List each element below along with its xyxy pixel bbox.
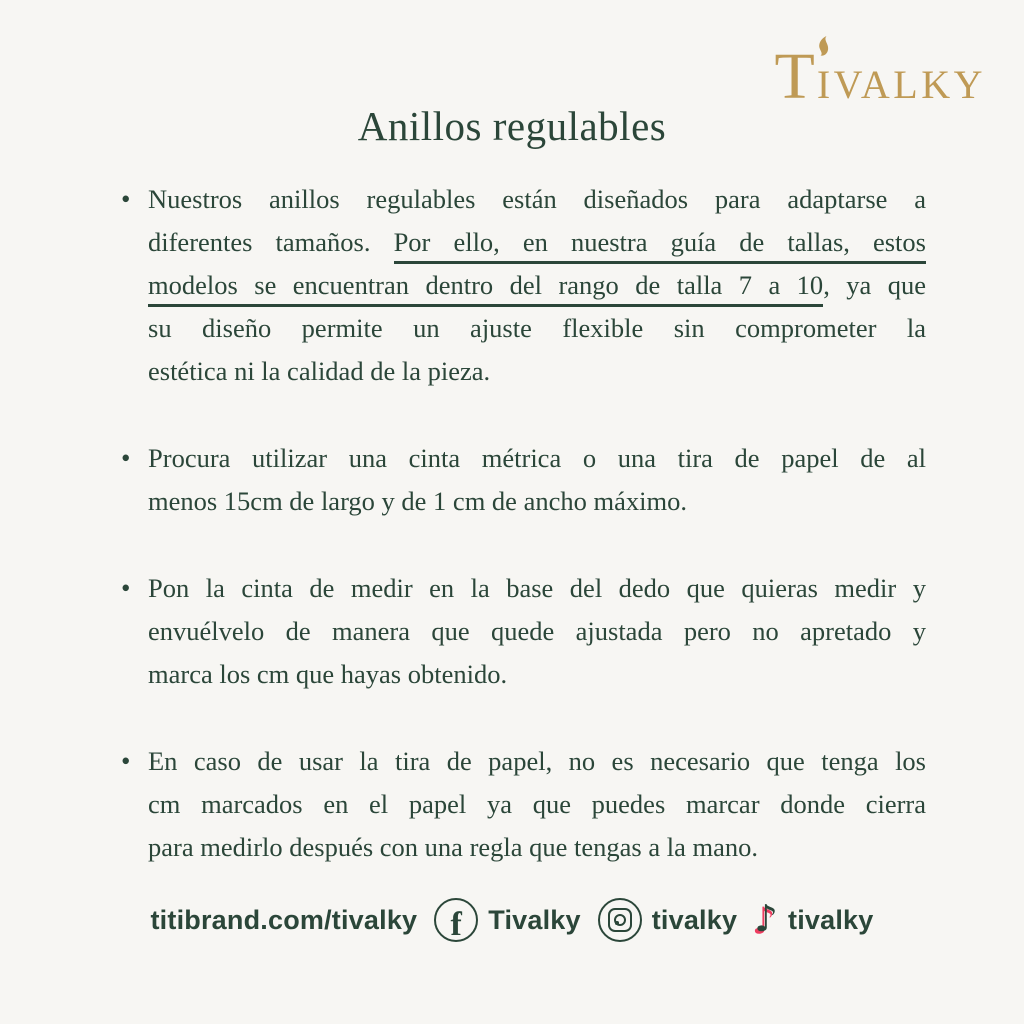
- text-line: [148, 567, 926, 610]
- text-segment: estética ni la calidad de la pieza.: [148, 356, 491, 386]
- brand-logo-letter-t: T: [774, 40, 816, 113]
- text-line: [148, 783, 926, 826]
- text-segment: Nuestros anillos regulables están diseñados para adaptarse a: [148, 184, 926, 214]
- brand-logo-wordmark: [816, 62, 986, 107]
- instagram-icon-frame: [608, 908, 632, 932]
- text-segment: para medirlo después con una regla que tengas a la mano.: [148, 832, 759, 862]
- text-segment: marca los cm que hayas obtenido.: [148, 659, 508, 689]
- underlined-text: modelos se encuentran dentro del rango de talla 7 a 10: [148, 270, 823, 307]
- underlined-text: Por ello, en nuestra guía de tallas, estos: [394, 227, 926, 264]
- text-segment: su diseño permite un ajuste flexible sin comprometer la: [148, 313, 926, 343]
- text-segment: Pon la cinta de medir en la base del dedo que quieras medir y: [148, 573, 926, 603]
- website-link[interactable]: titibrand.com/tivalky: [150, 904, 418, 935]
- instagram-icon: [598, 898, 642, 942]
- tiktok-icon: ♪: [754, 896, 779, 940]
- bullet-list: [118, 178, 926, 913]
- instagram-handle[interactable]: [598, 898, 737, 942]
- text-line: [148, 437, 926, 480]
- footer: [0, 898, 1024, 942]
- text-line: [148, 610, 926, 653]
- text-segment: , ya que: [823, 270, 926, 300]
- text-line: [148, 307, 926, 350]
- list-item: [118, 567, 926, 696]
- text-line: [148, 826, 926, 869]
- brand-logo-rest-text: IVALKY: [816, 62, 986, 107]
- text-line: [148, 740, 926, 783]
- instagram-icon-dot: [615, 921, 619, 925]
- page-title: Anillos regulables: [357, 103, 667, 149]
- facebook-handle-label: Tivalky: [488, 904, 581, 935]
- text-line: [148, 264, 926, 307]
- text-segment: envuélvelo de manera que quede ajustada pero no apretado y: [148, 616, 926, 646]
- facebook-handle[interactable]: [434, 898, 580, 942]
- instagram-handle-label: tivalky: [651, 904, 738, 935]
- tiktok-handle[interactable]: [754, 896, 874, 940]
- text-segment: Procura utilizar una cinta métrica o una tira de papel de al: [148, 443, 926, 473]
- facebook-icon-letter: f: [450, 906, 463, 942]
- text-segment: diferentes tamaños.: [148, 227, 394, 257]
- text-line: [148, 653, 926, 696]
- brand-logo: [774, 40, 986, 113]
- list-item: [118, 740, 926, 869]
- facebook-icon: [434, 898, 478, 942]
- text-line: [148, 350, 926, 393]
- text-line: [148, 221, 926, 264]
- text-line: [148, 178, 926, 221]
- list-item: [118, 437, 926, 523]
- text-segment: menos 15cm de largo y de 1 cm de ancho máximo.: [148, 486, 687, 516]
- text-line: [148, 480, 926, 523]
- flame-icon: [815, 36, 833, 63]
- text-segment: cm marcados en el papel ya que puedes marcar donde cierra: [148, 789, 926, 819]
- list-item: [118, 178, 926, 393]
- text-segment: En caso de usar la tira de papel, no es necesario que tenga los: [148, 746, 926, 776]
- tiktok-handle-label: tivalky: [788, 904, 874, 935]
